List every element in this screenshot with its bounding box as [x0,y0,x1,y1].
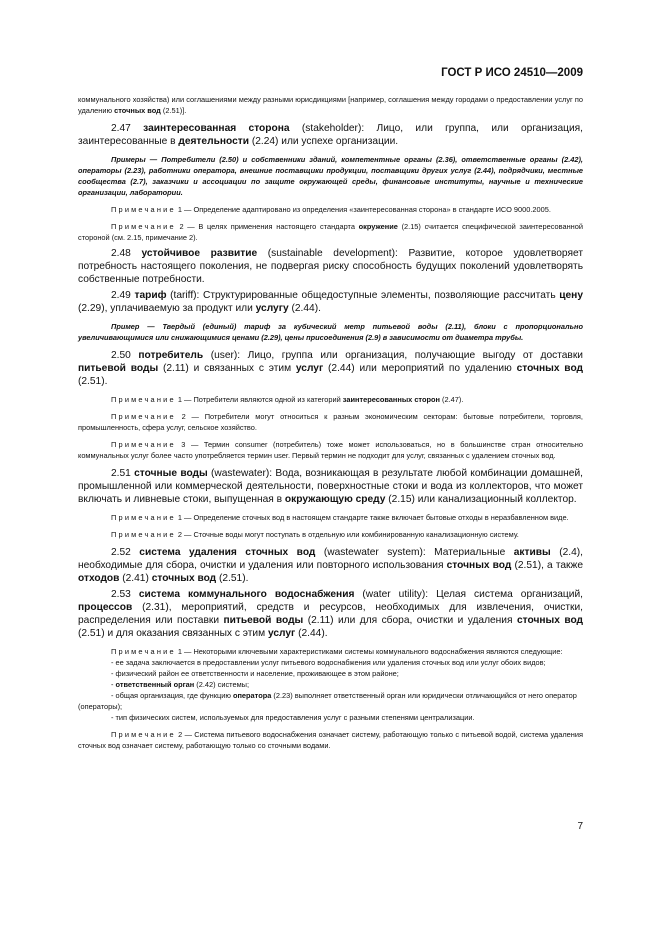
note-2-50-2: Примечание 2 — Потребители могут относиться к разным экономическим секторам: бытовые потребители, торговля, промышленность, сфера услуг, сельское хозяйство. [78,412,583,432]
note-2-47-1: Примечание 1 — Определение адаптировано из определения «заинтересованная сторона» в стандарте ИСО 9000.2005. [111,205,551,214]
note-2-47-2: Примечание 2 — В целях применения настоящего стандарта окружение (2.15) считается специфической заинтересованной стороной (см. 2.15, примечание 2). [78,222,584,242]
term-2-50: 2.50 потребитель (user): Лицо, группа или организация, получающие выгоду от доставки питьевой воды (2.11) и связанных с этим услуг (2.44) или мероприятий по удалению сточных вод (2.51). [78,350,583,387]
note-2-51-2: Примечание 2 — Сточные воды могут поступать в отдельную или комбинированную канализационную систему. [111,530,519,539]
term-2-47: 2.47 заинтересованная сторона (stakeholder): Лицо, или группа, или организация, заинтересованные в деятельности (2.24) или успехе организации. [78,123,583,147]
term-2-51: 2.51 сточные воды (wastewater): Вода, возникающая в результате любой комбинации домашней, промышленной или коммерческой деятельности, поверхностные стоки и вода из коллекторов, что может включать и ливневые стоки, выпущенная в окружающую среду (2.15) или канализационный коллектор. [78,468,583,505]
term-2-52: 2.52 система удаления сточных вод (wastewater system): Материальные активы (2.4), необходимые для сбора, очистки и удаления или повторного использования сточных вод (2.51), а также отходов (2.41) сточных вод (2.51). [78,547,583,584]
document-header: ГОСТ Р ИСО 24510—2009 [441,67,583,79]
term-2-48: 2.48 устойчивое развитие (sustainable development): Развитие, которое удовлетворяет потребность настоящего поколения, не подвергая риску способность будущих поколений удовлетворять собственные потребности. [78,248,583,285]
term-2-49: 2.49 тариф (tariff): Структурированные общедоступные элементы, позволяющие рассчитать цену (2.29), уплачиваемую за продукт или услугу (2.44). [78,290,583,314]
list-item: - ее задача заключается в предоставлении услуг питьевого водоснабжения или удаления сточных вод или услуг обоих видов; [111,658,546,667]
list-item: - общая организация, где функцию оператора (2.23) выполняет ответственный орган или юридически отличающийся от него оператор (операторы); [78,691,577,711]
example-2-47: Примеры — Потребители (2.50) и собственники зданий, компетентные органы (2.36), ответственные органы (2.42), операторы (2.23), работники оператора, внешние поставщики продукции, поставщики других услуг (2.44), подрядчики, местные сообщества (2.7), заказчики и ассоциации по защите окружающей среды, финансовые институты, научные и технические организации, лаборатории. [78,155,583,197]
note-2-50-1: Примечание 1 — Потребители являются одной из категорий заинтересованных сторон (2.47). [111,395,464,404]
note-2-50-3: Примечание 3 — Термин consumer (потребитель) тоже может использоваться, но в большинстве стран относительно коммунальных услуг более часто употребляется термин user. Первый термин не подходит для услуг, связанных с удалением сточных вод. [78,440,583,460]
term-title: заинтересованная сторона [143,123,290,134]
document-body [78,94,583,751]
intro-paragraph: коммунального хозяйства) или соглашениями между разными юрисдикциями [например, соглашения между городами о предоставлении услуг по удалению сточных вод (2.51)]. [78,95,583,115]
example-2-49: Пример — Твердый (единый) тариф за кубический метр питьевой воды (2.11), блоки с пропорционально увеличивающимися или снижающимися ценами (2.29), цены присоединения (2.9) в зависимости от диаметра трубы. [78,322,583,342]
note-2-51-1: Примечание 1 — Определение сточных вод в настоящем стандарте также включает бытовые отходы в неразбавленном виде. [111,513,569,522]
note-2-53-2: Примечание 2 — Система питьевого водоснабжения означает систему, работающую только с питьевой водой, система удаления сточных вод означает систему, работающую только со сточными водами. [78,730,583,750]
page-number: 7 [577,821,583,832]
list-item: - ответственный орган (2.42) системы; [111,680,250,689]
term-2-53: 2.53 система коммунального водоснабжения (water utility): Целая система организаций, процессов (2.31), мероприятий, средств и ресурсов, необходимых для извлечения, очистки, распределения или поставки питьевой воды (2.11) или для сбора, очистки и удаления сточных вод (2.51) и для оказания связанных с этим услуг (2.44). [78,589,583,639]
list-item: - тип физических систем, используемых для предоставления услуг с разными степенями централизации. [111,713,475,722]
list-item: - физический район ее ответственности и население, проживающее в этом районе; [111,669,399,678]
note-2-53-1: Примечание 1 — Некоторыми ключевыми характеристиками системы коммунального водоснабжения являются следующие: [111,647,563,656]
